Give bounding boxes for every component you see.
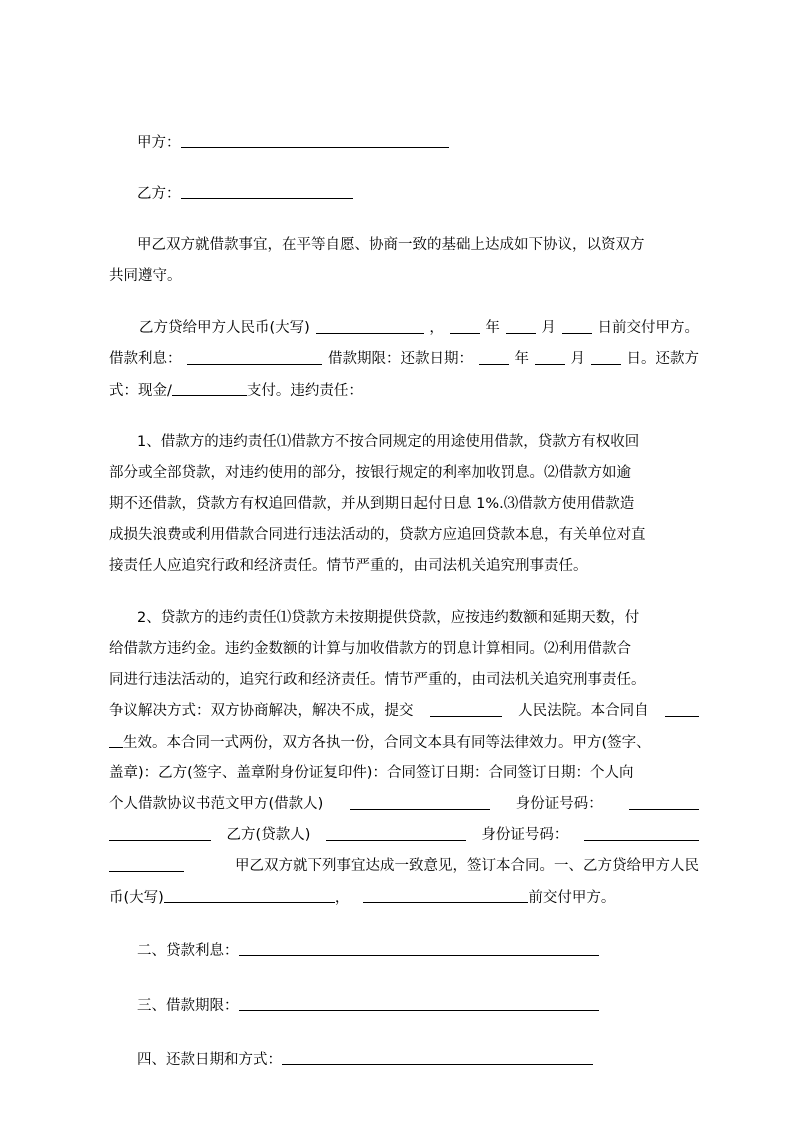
clause1-line: 期不还借款，贷款方有权追回借款，并从到期日起付日息 1%.⑶借款方使用借款造 bbox=[109, 496, 635, 512]
borrower-line bbox=[109, 794, 699, 814]
loan-amount-blank bbox=[316, 318, 424, 334]
term-item-blank bbox=[239, 995, 599, 1011]
lender-id-blank bbox=[584, 825, 699, 841]
intro-line-1: 甲乙双方就借款事宜，在平等自愿、协商一致的基础上达成如下协议，以资双方 bbox=[137, 237, 645, 253]
party-a-blank bbox=[181, 132, 449, 148]
payment-method-label: 式：现金/ bbox=[109, 383, 172, 399]
repayment-item bbox=[109, 1049, 727, 1070]
liability-label: 支付。违约责任： bbox=[246, 383, 363, 399]
year-blank bbox=[450, 318, 480, 334]
effective-date-blank-cont bbox=[109, 732, 123, 748]
dispute-label: 争议解决方式：双方协商解决，解决不成，提交 bbox=[109, 703, 414, 719]
clause2-line: 同进行违法活动的，追究行政和经济责任。情节严重的，由司法机关追究刑事责任。 bbox=[109, 672, 646, 688]
clause1-line: 1、借款方的违约责任⑴借款方不按合同规定的用途使用借款，贷款方有权收回 bbox=[137, 434, 640, 450]
clause2-line: 2、贷款方的违约责任⑴贷款方未按期提供贷款，应按违约数额和延期天数，付 bbox=[137, 610, 640, 626]
intro-line-2: 共同遵守。 bbox=[109, 268, 182, 284]
party-a-line bbox=[109, 132, 727, 153]
delivery-label: 日前交付甲方。 bbox=[597, 320, 699, 336]
lender-id-label: 身份证号码： bbox=[481, 827, 569, 843]
borrower-id-blank-cont bbox=[109, 825, 211, 841]
month-blank bbox=[506, 318, 536, 334]
loan-line-3 bbox=[109, 380, 699, 401]
repay-month-blank bbox=[535, 349, 565, 365]
lender-id-blank-cont bbox=[109, 856, 184, 872]
clause2-line: 盖章)：乙方(签字、盖章附身份证复印件)：合同签订日期：合同签订日期：个人向 bbox=[109, 765, 634, 781]
term-item bbox=[109, 995, 727, 1016]
amount-line bbox=[109, 887, 699, 908]
day-blank bbox=[562, 318, 592, 334]
repayment-item-label: 四、还款日期和方式： bbox=[137, 1052, 282, 1068]
interest-label: 借款利息： bbox=[109, 351, 182, 367]
month-label: 月 bbox=[541, 320, 556, 336]
clause2-line bbox=[109, 732, 699, 753]
borrower-id-label: 身份证号码： bbox=[515, 796, 603, 812]
payment-method-blank bbox=[172, 380, 247, 396]
lender-line bbox=[109, 825, 699, 845]
agreement-text: 甲乙双方就下列事宜达成一致意见，签订本合同。一、乙方贷给甲方人民 bbox=[235, 858, 699, 874]
amount-label: 币(大写) bbox=[109, 890, 164, 906]
loan-line-2 bbox=[109, 349, 699, 369]
repay-day-blank bbox=[591, 349, 621, 365]
borrower-label: 个人借款协议书范文甲方(借款人) bbox=[109, 796, 324, 812]
effective-date-blank bbox=[665, 701, 699, 717]
year-label: 年 bbox=[485, 320, 500, 336]
party-b-blank bbox=[181, 183, 353, 199]
term-item-label: 三、借款期限： bbox=[137, 998, 239, 1014]
party-b-label: 乙方： bbox=[137, 186, 181, 202]
term-label: 借款期限：还款日期： bbox=[328, 351, 473, 367]
repay-year-blank bbox=[479, 349, 509, 365]
clause1-line: 部分或全部贷款，对违约使用的部分，按银行规定的利率加收罚息。⑵借款方如逾 bbox=[109, 465, 631, 481]
delivery-date-blank bbox=[363, 887, 528, 903]
repayment-item-blank bbox=[282, 1049, 593, 1065]
amount-blank bbox=[164, 887, 335, 903]
repay-month-label: 月 bbox=[570, 351, 585, 367]
delivery-label: 前交付甲方。 bbox=[528, 890, 616, 906]
clause2-line: 给借款方违约金。违约金数额的计算与加收借款方的罚息计算相同。⑵利用借款合 bbox=[109, 641, 631, 657]
dispute-line bbox=[109, 701, 699, 721]
lender-blank bbox=[326, 825, 466, 841]
borrower-blank bbox=[350, 794, 490, 810]
clause1-line: 接责任人应追究行政和经济责任。情节严重的，由司法机关追究刑事责任。 bbox=[109, 558, 588, 574]
court-label: 人民法院。本合同自 bbox=[518, 703, 649, 719]
interest-item-label: 二、贷款利息： bbox=[137, 943, 239, 959]
interest-blank bbox=[187, 349, 322, 365]
loan-amount-label: 乙方贷给甲方人民币(大写) bbox=[139, 320, 310, 336]
repay-year-label: 年 bbox=[514, 351, 529, 367]
interest-item bbox=[109, 940, 727, 961]
comma: ， bbox=[334, 890, 350, 906]
repay-day-label: 日。还款方 bbox=[626, 351, 699, 367]
lender-label: 乙方(贷款人) bbox=[226, 827, 311, 843]
loan-line-1 bbox=[109, 318, 699, 338]
clause1-line: 成损失浪费或利用借款合同进行违法活动的，贷款方应追回贷款本息，有关单位对直 bbox=[109, 527, 646, 543]
effective-text: 生效。本合同一式两份，双方各执一份，合同文本具有同等法律效力。甲方(签字、 bbox=[123, 735, 651, 751]
borrower-id-blank bbox=[629, 794, 699, 810]
interest-item-blank bbox=[239, 940, 599, 956]
party-a-label: 甲方： bbox=[137, 135, 181, 151]
comma: ， bbox=[429, 320, 444, 336]
court-blank bbox=[430, 701, 502, 717]
agreement-line bbox=[109, 856, 699, 876]
party-b-line bbox=[109, 183, 727, 204]
